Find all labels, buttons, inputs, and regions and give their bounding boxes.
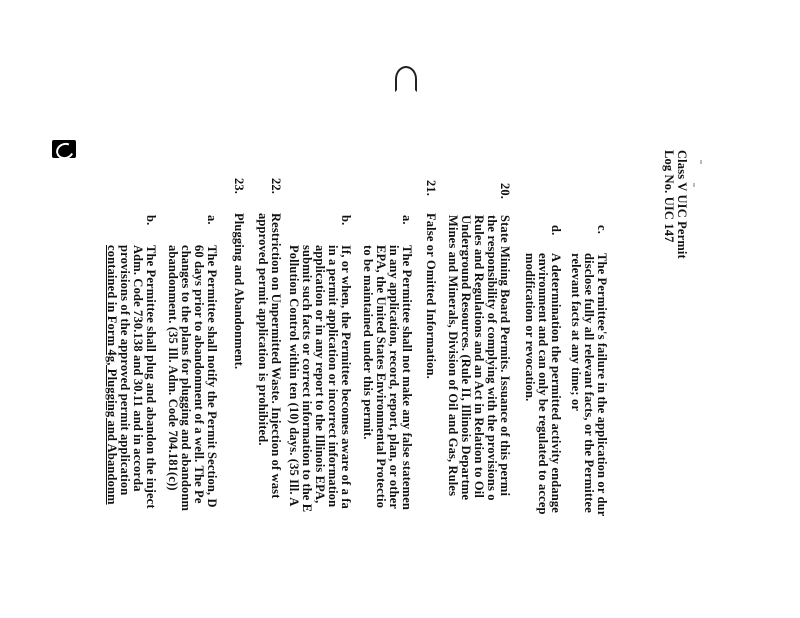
text-line: Adm. Code 730.138 and 30.11 and in accorda [131, 245, 145, 492]
text-line: EPA, the United States Environmental Protectio [374, 245, 388, 509]
item-number: a. [400, 215, 414, 225]
header-log-number: Log No. UIC 147 [662, 150, 676, 243]
text-line: application or in any report to the Illinois EPA, [313, 245, 327, 504]
text-line: approved permit application is prohibited. [256, 213, 270, 446]
section-number: 21. [424, 180, 438, 197]
text-line: If, or when, the Permittee becomes aware of a fa [339, 245, 353, 509]
section-number: 23. [232, 178, 246, 195]
section-title: Plugging and Abandonment. [232, 213, 246, 370]
header-permit-class: Class V UIC Permit [675, 150, 689, 259]
text-line: The Permittee shall notify the Permit Section, D [205, 245, 219, 508]
text-line: disclose fully all relevant facts, or the Permittee [582, 253, 596, 513]
text-line: Rules and Regulations and an Act in Relation to Oil [472, 215, 486, 499]
text-line: Underground Resources. (Rule II, Illinois Departme [459, 215, 473, 501]
text-line: Restriction on Unpermitted Waste. Injection of wast [269, 213, 283, 499]
text-line: relevant facts at any time; or [569, 253, 583, 412]
text-line: provisions of the approved permit application [118, 245, 132, 496]
text-line: State Mining Board Permits. Issuance of this permi [498, 215, 512, 497]
item-number: a. [205, 215, 219, 225]
section-title: False or Omitted Information. [424, 213, 438, 379]
text-line: in any application, record, report, plan, or other [387, 245, 401, 510]
scan-speck [700, 160, 702, 164]
text-line: Pollution Control within ten (10) days. (35 Ill. A [287, 245, 301, 507]
text-line: A determination the permitted activity endange [549, 253, 563, 513]
text-line: to be maintained under this permit. [361, 245, 375, 440]
text-line: changes to the plans for plugging and abandonm [179, 245, 193, 512]
text-line: The Permittee's failure in the application or dur [595, 253, 609, 517]
text-line: The Permittee shall plug and abandon the inject [144, 245, 158, 509]
item-number: c. [595, 225, 609, 234]
item-number: d. [549, 225, 563, 236]
text-line: the responsibility of complying with the provisions o [485, 215, 499, 501]
text-line: Mines and Minerals, Division of Oil and Gas, Rules [446, 215, 460, 497]
item-number: b. [144, 215, 158, 226]
binder-hole-icon [395, 66, 417, 92]
section-number: 20. [498, 183, 512, 200]
text-line: abandonment. (35 Ill. Adm. Code 704.181(c)) [166, 245, 180, 491]
section-number: 22. [269, 178, 283, 195]
text-line: modification or revocation. [523, 253, 537, 402]
punch-hole-icon [52, 140, 76, 158]
item-number: b. [339, 215, 353, 226]
text-line: The Permittee shall not make any false statemen [400, 245, 414, 510]
text-line: submit such facts or correct information to the E [300, 245, 314, 513]
text-line: contained in Form 4g, Plugging and Abandonm [105, 245, 119, 505]
text-line: 60 days prior to abandonment of a well. The Pe [192, 245, 206, 504]
text-line: in a permit application or incorrect information [326, 245, 340, 508]
text-line: environment and can only be regulated to accep [536, 253, 550, 515]
scan-speck [693, 183, 695, 187]
